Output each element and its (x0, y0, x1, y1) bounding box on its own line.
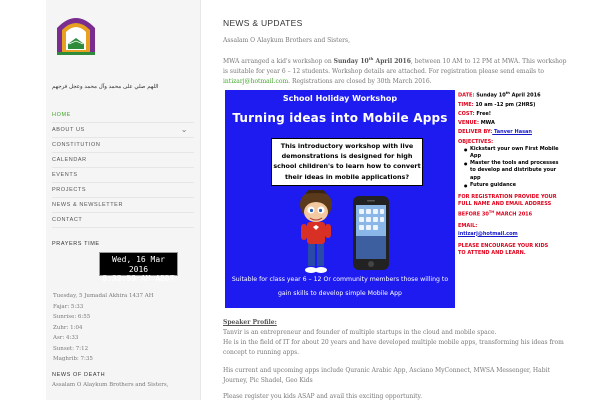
prayer-time: Sunset: 7:12 (53, 345, 89, 352)
page-title: NEWS & UPDATES (223, 18, 303, 28)
clock-time: 8:32:53 AM AEDT (102, 274, 175, 283)
poster-venue: VENUE: MWA (458, 120, 495, 127)
prayer-time: Fajar: 5:33 (53, 303, 84, 310)
news-of-death-title: NEWS OF DEATH (52, 372, 106, 378)
prayer-time: Asr: 4:33 (53, 335, 79, 341)
p1-text-a: MWA arranged a kid's workshop on (223, 58, 334, 65)
nav-about-us-label: ABOUT US (52, 127, 85, 133)
poster-email: EMAIL: intizarj@hotmail.com (458, 223, 518, 237)
objective-item: ● Master the tools and processes to develop and distribute your app (464, 160, 564, 182)
workshop-date: Sunday 10th April 2016 (333, 56, 411, 65)
hijri-date: Tuesday, 5 Jumadal Akhira 1437 AH (53, 293, 154, 299)
objective-item: ● Future guidance (464, 182, 564, 189)
speaker-line-1: Tanvir is an entrepreneur and founder of multiple startups in the cloud and mobile space. (223, 329, 497, 336)
p1-text-c: . Registrations are closed by 30th March 2016. (288, 78, 432, 85)
poster-registration: FOR REGISTRATION PROVIDE YOUR FULL NAME AND EMAIL ADDRESS BEFORE 30TH MARCH 2016 (458, 194, 557, 218)
poster-date: DATE: Sunday 10th April 2016 (458, 91, 541, 99)
prayer-time: Maghrib: 7:35 (53, 356, 93, 362)
clock-date: Wed, 16 Mar 2016 (112, 255, 165, 274)
objective-item: ● Kickstart your own First Mobile App (464, 146, 564, 160)
poster-suitable-text: Suitable for class year 6 – 12 Or community members those willing to gain skills to develop simple Mobile App (231, 276, 449, 297)
poster-main-panel (225, 90, 455, 308)
poster-intro: This introductory workshop with live demonstrations is designed for high school children's to learn how to convert their ideas in mobile applications? (271, 138, 423, 186)
poster-encourage: PLEASE ENCOURAGE YOUR KIDS TO ATTEND AND LEARN. (458, 242, 549, 256)
nav-news-newsletter[interactable]: NEWS & NEWSLETTER (52, 198, 194, 213)
nav-about-us[interactable] (52, 123, 194, 138)
news-of-death-text: Assalam O Alaykum Brothers and Sisters, (52, 382, 169, 388)
greeting: Assalam O Alaykum Brothers and Sisters, (223, 37, 350, 44)
speaker-heading: Speaker Profile: (223, 319, 277, 326)
poster-headline: Turning ideas into Mobile Apps (232, 111, 448, 125)
chevron-down-icon[interactable]: ⌄ (180, 125, 188, 134)
nav-constitution[interactable]: CONSTITUTION (52, 138, 194, 153)
prayer-times-list (53, 291, 154, 365)
prayer-time: Sunrise: 6:55 (53, 314, 91, 320)
smartphone-image (353, 196, 389, 270)
workshop-paragraph (223, 54, 568, 87)
poster-time: TIME: 10 am -12 pm (2HRS) (458, 101, 536, 108)
register-paragraph: Please register you kids ASAP and avail this exciting opportunity. (223, 393, 423, 400)
nav-home[interactable]: HOME (52, 108, 194, 123)
prayers-time-title: PRAYERS TIME (52, 241, 100, 247)
email-link[interactable]: intizarj@hotmail.com (223, 78, 289, 85)
nav-events[interactable]: EVENTS (52, 168, 194, 183)
mwa-logo[interactable] (54, 14, 98, 56)
poster-details-panel (457, 90, 564, 308)
poster-objectives-label: OBJECTIVES: (458, 138, 494, 145)
cartoon-kid-image (295, 190, 337, 278)
nav-calendar[interactable]: CALENDAR (52, 153, 194, 168)
poster-cost: COST: Free! (458, 111, 492, 118)
poster-objectives-list (464, 146, 564, 189)
speaker-line-2: He is in the field of IT for about 20 years and have developed multiple mobile apps, transforming his ideas from concept to running apps. (223, 339, 564, 356)
prayer-time: Zuhr: 1:04 (53, 324, 83, 331)
poster-title: School Holiday Workshop (282, 94, 398, 103)
logo-caption: اللهم صلي على محمد وآل محمد وعجل فرجهم (52, 84, 159, 90)
nav-projects[interactable]: PROJECTS (52, 183, 194, 198)
sidebar (46, 0, 201, 400)
poster-deliver-by: DELIVER BY: Tanver Hasan (458, 129, 532, 136)
prayer-clock (99, 252, 178, 283)
p1-text-b: , between 10 AM to 12 PM at MWA. This workshop is suitable for year 6 – 12 students. Workshop details are attached. For registration please send emails to (223, 58, 567, 75)
workshop-poster (223, 88, 566, 310)
speaker-profile (223, 318, 568, 358)
apps-paragraph: His current and upcoming apps include Quranic Arabic App, Asciano MyConnect, MWSA Messenger, Habit Journey, Pic Shadel, Geo Kids (223, 367, 550, 384)
nav-contact[interactable]: CONTACT (52, 213, 194, 228)
main-nav (52, 108, 194, 228)
